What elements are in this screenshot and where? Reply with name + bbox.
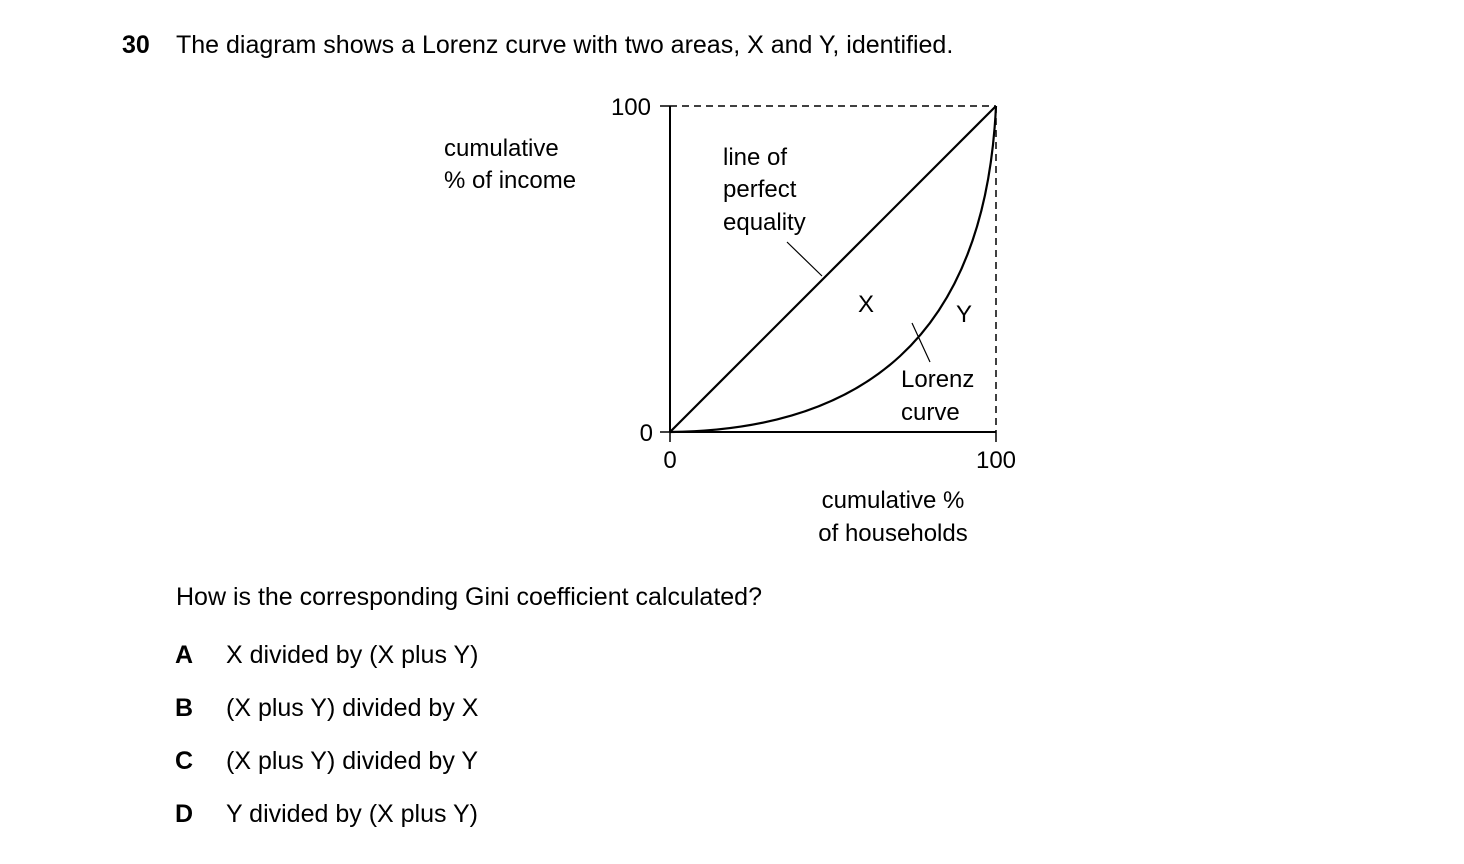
- equality-label-line1: line of: [723, 144, 788, 171]
- option-letter: C: [175, 747, 194, 775]
- option-a[interactable]: [0, 641, 700, 673]
- x-axis-label-line2: of households: [818, 520, 968, 547]
- option-d[interactable]: [0, 800, 700, 832]
- lorenz-label-line1: Lorenz: [901, 366, 975, 393]
- question-prompt: How is the corresponding Gini coefficient calculated?: [176, 583, 762, 611]
- option-b[interactable]: [0, 694, 700, 726]
- lorenz-label-line2: curve: [901, 399, 960, 426]
- option-text: X divided by (X plus Y): [226, 641, 479, 669]
- question-text: The diagram shows a Lorenz curve with two areas, X and Y, identified.: [176, 31, 954, 59]
- equality-label-line2: perfect: [723, 176, 797, 203]
- option-letter: D: [175, 800, 194, 828]
- option-letter: A: [175, 641, 194, 669]
- x-axis-label-line1: cumulative %: [821, 487, 965, 514]
- area-x-label: X: [857, 291, 875, 318]
- x-tick-label-right: 100: [975, 447, 1017, 474]
- equality-pointer: [787, 242, 822, 276]
- x-tick-label-left: 0: [663, 447, 677, 474]
- option-text: (X plus Y) divided by Y: [226, 747, 478, 775]
- option-c[interactable]: [0, 747, 700, 779]
- area-y-label: Y: [955, 301, 973, 328]
- y-axis-label-line2: % of income: [444, 167, 577, 194]
- question-number: 30: [122, 31, 150, 59]
- option-letter: B: [175, 694, 194, 722]
- y-tick-label-bottom: 0: [639, 420, 653, 447]
- equality-label-line3: equality: [723, 209, 806, 236]
- option-text: (X plus Y) divided by X: [226, 694, 479, 722]
- y-axis-label-line1: cumulative: [444, 135, 559, 162]
- y-tick-label-top: 100: [610, 94, 651, 121]
- option-text: Y divided by (X plus Y): [226, 800, 478, 828]
